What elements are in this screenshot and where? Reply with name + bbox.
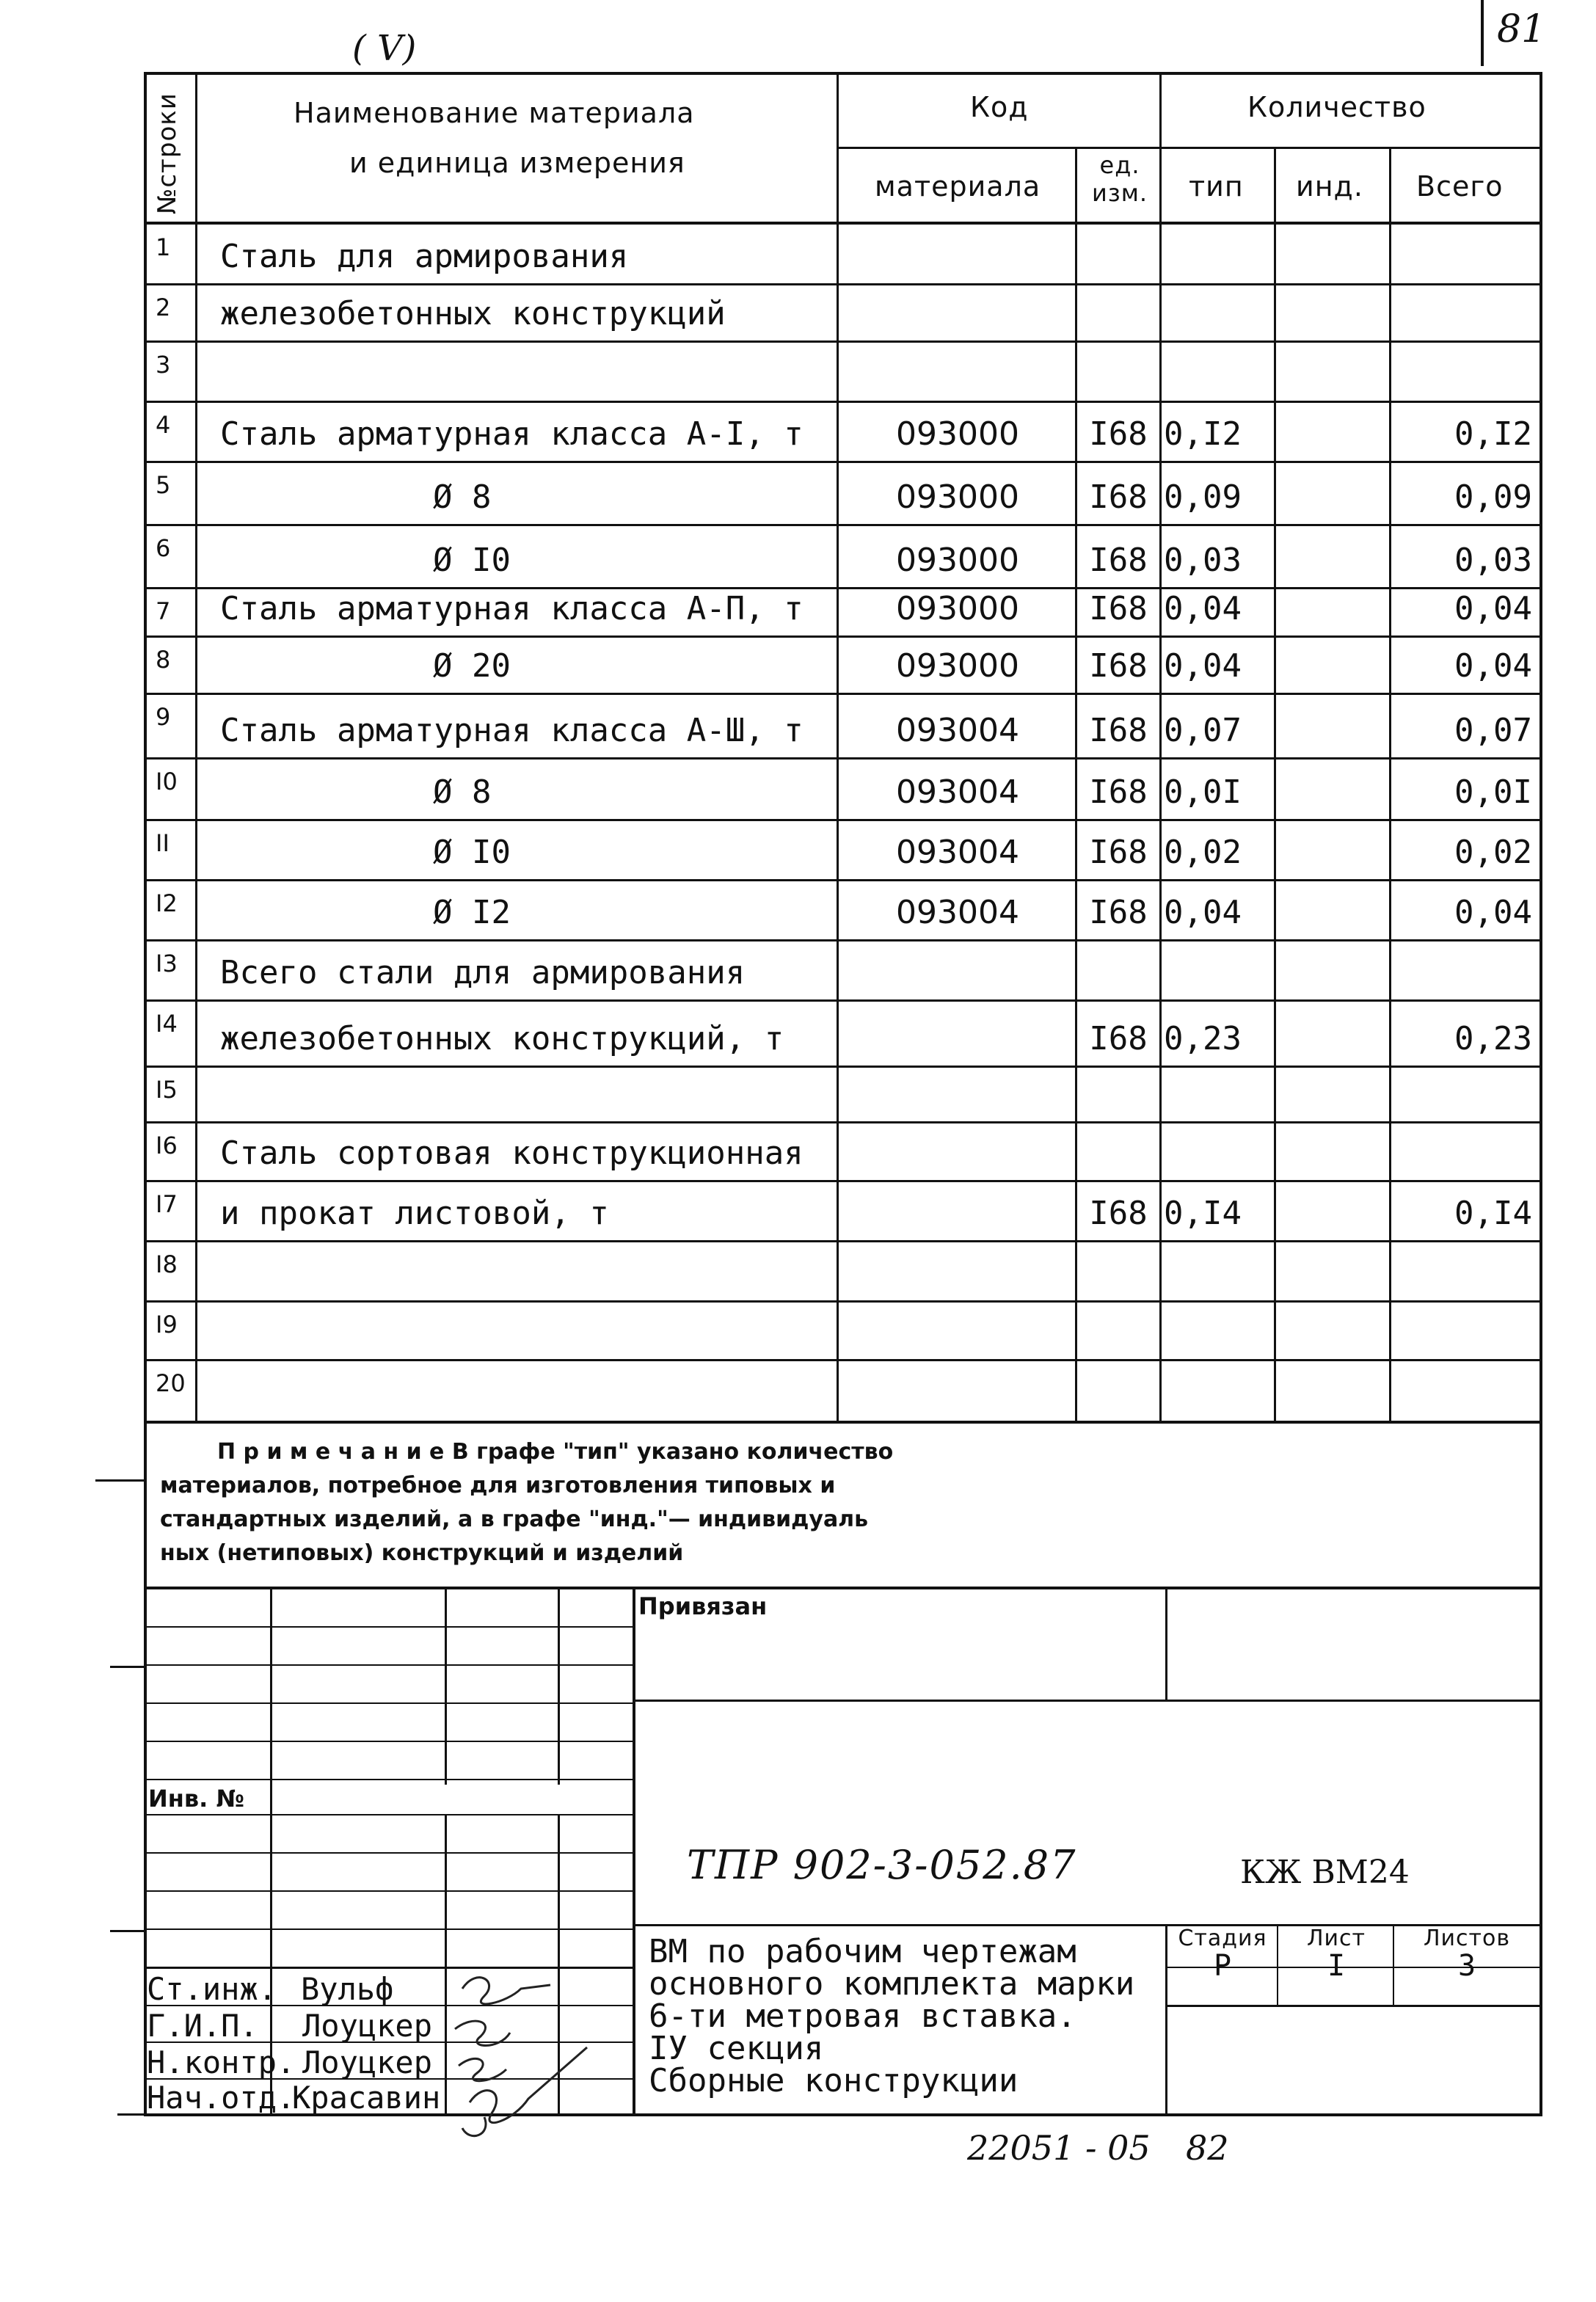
row-typ: 0,03 <box>1164 542 1242 579</box>
row-typ: 0,23 <box>1164 1020 1242 1057</box>
signatory-role: Нач.отд. <box>147 2080 296 2116</box>
signature-scribbles <box>440 1959 616 2150</box>
row-name: Ø I0 <box>433 834 511 871</box>
row-name: Сталь сортовая конструкционная <box>220 1134 804 1172</box>
row-number: 7 <box>156 597 171 625</box>
signatory-name: Вульф <box>301 1971 394 2007</box>
signatory-name: Красавин <box>292 2080 441 2116</box>
row-typ: 0,04 <box>1164 647 1242 685</box>
row-typ: 0,04 <box>1164 590 1242 627</box>
row-typ: 0,I2 <box>1164 415 1242 453</box>
row-number: I4 <box>156 1010 178 1038</box>
inventory-number-label: Инв. № <box>148 1785 244 1813</box>
material-code-header: материала <box>875 170 1041 203</box>
note-line2: материалов, потребное для изготовления типовых и <box>160 1473 836 1498</box>
description-line: Сборные конструкции <box>649 2062 1019 2099</box>
row-number: 6 <box>156 534 171 562</box>
row-number: I6 <box>156 1132 178 1159</box>
row-typ: 0,02 <box>1164 834 1242 871</box>
row-number: II <box>156 829 170 857</box>
row-total: 0,04 <box>1454 647 1532 685</box>
sheet-label: Лист <box>1306 1926 1366 1951</box>
drawing-mark: КЖ ВМ24 <box>1240 1854 1410 1891</box>
row-name: Всего стали для армирования <box>220 954 746 991</box>
corner-mark: ( V) <box>352 28 417 69</box>
row-number: I9 <box>156 1311 178 1338</box>
unit-header: ед. изм. <box>1091 151 1148 207</box>
signatory-role: Ст.инж. <box>147 1971 277 2007</box>
row-name: Сталь арматурная класса А-I, т <box>220 415 804 453</box>
description-line: основного комплекта марки <box>649 1965 1135 2003</box>
row-name: железобетонных конструкций, т <box>220 1020 784 1057</box>
row-unit: I68 <box>1089 647 1148 685</box>
row-name: Сталь арматурная класса А-Ш, т <box>220 712 804 749</box>
row-code: 093000 <box>896 647 1019 685</box>
document-code: ТПР 902-3-052.87 <box>687 1842 1077 1888</box>
row-code: 093000 <box>896 590 1019 627</box>
row-unit: I68 <box>1089 542 1148 579</box>
row-number: 5 <box>156 471 171 499</box>
row-name: железобетонных конструкций <box>220 295 726 332</box>
row-name: Ø I0 <box>433 542 511 579</box>
page-number-divider <box>1481 0 1484 66</box>
typ-header: тип <box>1189 170 1244 203</box>
signatory-role: Н.контр. <box>147 2044 296 2080</box>
row-typ: 0,04 <box>1164 894 1242 931</box>
row-unit: I68 <box>1089 894 1148 931</box>
row-number-header: №строки <box>153 92 182 214</box>
row-unit: I68 <box>1089 478 1148 516</box>
row-unit: I68 <box>1089 590 1148 627</box>
row-total: 0,07 <box>1454 712 1532 749</box>
signatory-name: Лоуцкер <box>302 2008 433 2044</box>
row-number: I3 <box>156 950 178 977</box>
row-code: 093004 <box>896 773 1019 811</box>
row-number: 9 <box>156 703 171 731</box>
privyazan-label: Привязан <box>638 1592 768 1620</box>
ind-header: инд. <box>1296 170 1363 203</box>
archive-number: 22051 - 05 <box>967 2128 1151 2168</box>
quantity-header: Количество <box>1247 91 1426 123</box>
row-unit: I68 <box>1089 1020 1148 1057</box>
row-typ: 0,09 <box>1164 478 1242 516</box>
stage-label: Стадия <box>1178 1926 1267 1951</box>
row-name: Сталь для армирования <box>220 238 629 275</box>
note-line1: П р и м е ч а н и е В графе "тип" указано количество <box>217 1439 894 1465</box>
row-number: I0 <box>156 768 178 795</box>
row-unit: I68 <box>1089 834 1148 871</box>
row-typ: 0,I4 <box>1164 1195 1242 1232</box>
note-line3: стандартных изделий, а в графе "инд."— индивидуаль <box>160 1507 869 1532</box>
row-name: Ø 8 <box>433 773 492 811</box>
row-code: 093000 <box>896 542 1019 579</box>
description-line: 6-ти метровая вставка. <box>649 1997 1076 2035</box>
row-total: 0,I4 <box>1454 1195 1532 1232</box>
row-name: Ø 8 <box>433 478 492 516</box>
row-unit: I68 <box>1089 712 1148 749</box>
row-total: 0,0I <box>1454 773 1532 811</box>
total-header: Всего <box>1416 170 1504 203</box>
name-header-line2: и единица измерения <box>349 147 685 179</box>
row-number: 3 <box>156 351 171 379</box>
row-total: 0,02 <box>1454 834 1532 871</box>
row-total: 0,09 <box>1454 478 1532 516</box>
description-line: ВМ по рабочим чертежам <box>649 1933 1076 1970</box>
row-number: 8 <box>156 646 171 674</box>
archive-number-2: 82 <box>1186 2128 1229 2168</box>
row-name: Сталь арматурная класса А-П, т <box>220 590 804 627</box>
row-number: 2 <box>156 294 171 321</box>
row-unit: I68 <box>1089 1195 1148 1232</box>
page-number: 81 <box>1497 7 1546 51</box>
row-code: 093000 <box>896 415 1019 453</box>
row-code: 093004 <box>896 894 1019 931</box>
sheets-label: Листов <box>1423 1926 1511 1951</box>
row-unit: I68 <box>1089 773 1148 811</box>
stage-value: Р <box>1213 1949 1232 1983</box>
row-total: 0,04 <box>1454 590 1532 627</box>
description-line: IУ секция <box>649 2030 824 2067</box>
row-total: 0,03 <box>1454 542 1532 579</box>
name-header-line1: Наименование материала <box>294 97 695 129</box>
row-name: Ø 20 <box>433 647 511 685</box>
row-total: 0,23 <box>1454 1020 1532 1057</box>
row-number: I8 <box>156 1250 178 1278</box>
row-number: I7 <box>156 1190 178 1218</box>
row-total: 0,04 <box>1454 894 1532 931</box>
sheet-value: I <box>1327 1949 1346 1983</box>
row-number: I5 <box>156 1076 178 1104</box>
signatory-name: Лоуцкер <box>302 2044 433 2080</box>
row-unit: I68 <box>1089 415 1148 453</box>
row-code: 093004 <box>896 712 1019 749</box>
row-typ: 0,07 <box>1164 712 1242 749</box>
signatory-role: Г.И.П. <box>147 2008 258 2044</box>
code-header: Код <box>970 91 1029 123</box>
row-name: и прокат листовой, т <box>220 1195 609 1232</box>
row-name: Ø I2 <box>433 894 511 931</box>
row-number: 4 <box>156 411 171 439</box>
row-code: 093004 <box>896 834 1019 871</box>
row-number: 20 <box>156 1369 186 1397</box>
row-total: 0,I2 <box>1454 415 1532 453</box>
row-number: 1 <box>156 233 171 261</box>
row-typ: 0,0I <box>1164 773 1242 811</box>
sheets-value: 3 <box>1457 1949 1476 1983</box>
note-line4: ных (нетиповых) конструкций и изделий <box>160 1540 684 1566</box>
row-number: I2 <box>156 889 178 917</box>
document-description <box>649 1933 1135 2099</box>
row-code: 093000 <box>896 478 1019 516</box>
